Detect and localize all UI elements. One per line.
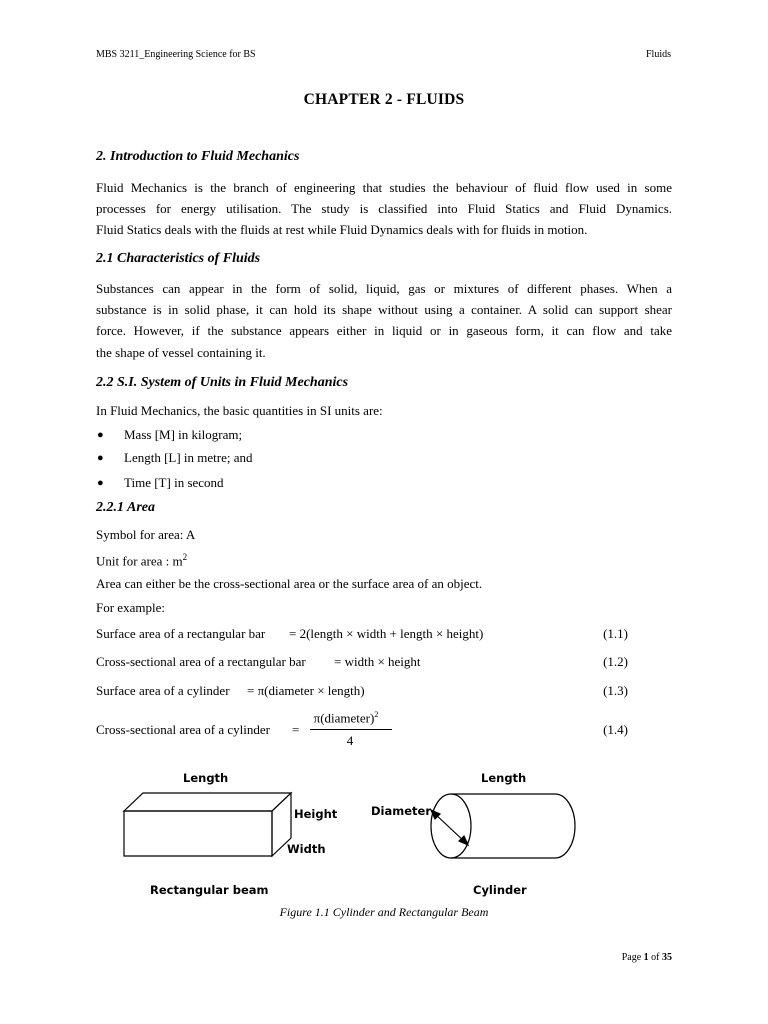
bullet-icon: ● [97,452,104,464]
area-unit-text: Unit for area : m [96,553,183,569]
beam-height-label: Height [294,807,338,821]
equation-number: (1.2) [603,654,628,669]
bullet-item: Mass [M] in kilogram; [124,427,243,442]
equation-number: (1.3) [603,683,628,698]
beam-caption: Rectangular beam [150,883,269,897]
cylinder-length-label: Length [481,771,527,785]
fraction-denominator: 4 [346,733,354,748]
chapter-title: CHAPTER 2 - FLUIDS [303,91,465,108]
equation-label: Surface area of a cylinder [96,683,230,698]
section-heading-intro: 2. Introduction to Fluid Mechanics [96,149,300,164]
cylinder-left-end [431,794,471,858]
paragraph-line: the shape of vessel containing it. [96,344,266,360]
beam-top-face [124,793,291,811]
paragraph-line: Substances can appear in the form of solid, liquid, gas or mixtures of different phases. When a [96,281,672,296]
section-heading-si-units: 2.2 S.I. System of Units in Fluid Mechanics [96,375,349,390]
cylinder-body [451,794,575,858]
equation-number: (1.4) [603,722,628,737]
equation-label: Surface area of a rectangular bar [96,626,266,641]
equation-label: Cross-sectional area of a cylinder [96,722,270,737]
page-number-middle: of [648,952,662,963]
si-units-intro: In Fluid Mechanics, the basic quantities in SI units are: [96,403,383,418]
page-number-prefix: Page [621,952,644,963]
paragraph-line: processes for energy utilisation. The study is classified into Fluid Statics and Fluid Dynamics. [96,201,672,217]
paragraph-line: Fluid Mechanics is the branch of engineering that studies the behaviour of fluid flow used in some [96,180,672,195]
beam-front-face [124,811,272,856]
cylinder-diameter-label: Diameter [371,804,431,818]
numerator-superscript: 2 [374,710,379,719]
header-section: Fluids [645,49,671,60]
paragraph-line: force. However, if the substance appears either in liquid or in gaseous form, it can flow and take [96,323,672,339]
cylinder-drawing [431,794,575,858]
rectangular-beam-drawing [124,793,291,856]
header-course: MBS 3211_Engineering Science for BS [96,49,256,60]
equation-math: = width × height [334,654,421,669]
cylinder-caption: Cylinder [473,883,527,897]
area-description: Area can either be the cross-sectional area or the surface area of an object. [96,576,483,591]
equation-eq-sign: = [292,722,300,737]
figure-caption: Figure 1.1 Cylinder and Rectangular Beam [279,905,489,919]
beam-length-label: Length [183,771,229,785]
page-current: 1 [643,952,649,963]
paragraph-line: Fluid Statics deals with the fluids at rest while Fluid Dynamics deals with for fluids in motion. [96,222,588,238]
area-symbol: Symbol for area: A [96,527,196,542]
paragraph-line: substance is in solid phase, it can hold its shape without using a container. A solid can support shear [96,302,672,318]
equation-label: Cross-sectional area of a rectangular bar [96,654,306,669]
beam-width-label: Width [287,842,326,856]
bullet-icon: ● [97,477,104,489]
bullet-item: Time [T] in second [124,475,224,490]
bullet-item: Length [L] in metre; and [124,450,253,465]
bullet-icon: ● [97,429,104,441]
page-number [622,952,672,963]
equation-math: = π(diameter × length) [247,683,365,698]
subsection-heading-area: 2.2.1 Area [96,500,155,515]
numerator-text: π(diameter) [313,710,375,726]
section-heading-characteristics: 2.1 Characteristics of Fluids [96,251,261,266]
area-unit-superscript: 2 [182,552,188,562]
area-example-label: For example: [96,600,165,615]
page-total: 35 [662,952,672,963]
equation-number: (1.1) [603,626,628,641]
equation-math: = 2(length × width + length × height) [289,626,484,641]
